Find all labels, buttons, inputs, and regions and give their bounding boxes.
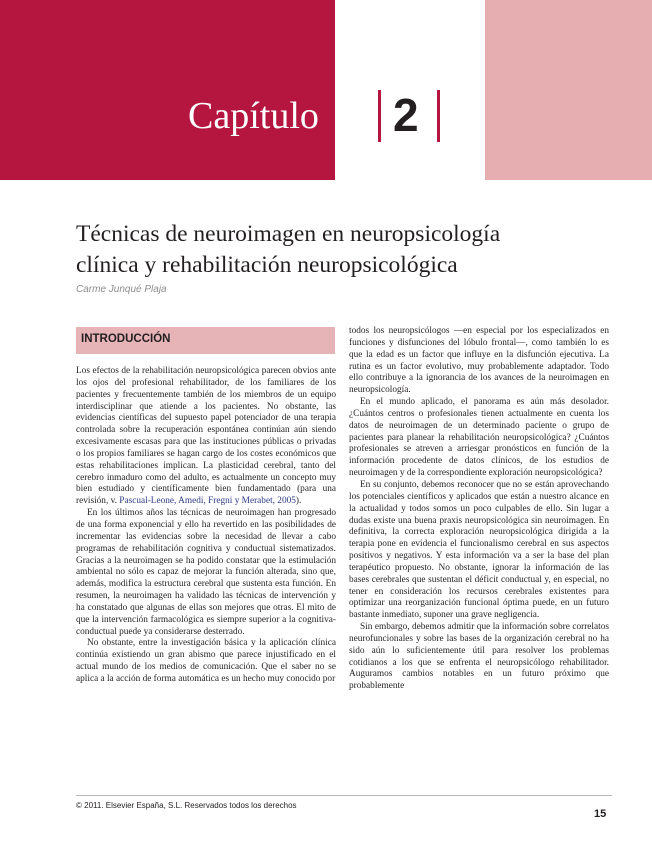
footer-rule — [76, 795, 612, 796]
paragraph — [76, 366, 336, 508]
chapter-word: Capítulo — [188, 95, 319, 137]
section-heading-box — [76, 327, 335, 354]
paragraph: No obstante, entre la investigación básica y la aplicación clínica continúa existiendo un gran abismo que parece injustificado en el actual mundo de los medios de comunicación. Que el saber no se aplica a la acción de forma automática es un hecho muy conocido por — [76, 638, 336, 684]
paragraph: Sin embargo, debemos admitir que la información sobre correlatos neurofuncionales y sobre las bases de la organización cerebral no ha sido aún lo suficientemente útil para resolver los problemas cotidianos a los que se enfrenta el neuropsicólogo rehabilitador. Auguramos cambios notables en un futuro próximo que probablemente — [349, 622, 609, 692]
chapter-bar-left — [378, 90, 381, 142]
chapter-banner-right — [485, 0, 652, 180]
chapter-title — [76, 219, 596, 281]
paragraph: todos los neuropsicólogos —en especial por los especializados en funciones y disfunciones del lóbulo frontal—, como también lo es que la edad es un factor que influye en la disfunción ejecutiva. La rutina es un factor evolutivo, muy probablemente adaptador. Todo ello contribuye a la ignorancia de los avances de la neuroimagen en neuropsicología. — [349, 326, 609, 396]
paragraph: En su conjunto, debemos reconocer que no se están aprovechando los potenciales científicos y aplicados que están a nuestro alcance en la actualidad y todos somos un poco culpables de ello. Sin lugar a dudas existe una buena praxis neuropsicológica sin neuroimagen. En definitiva, la correcta exploración neuropsicológica dirigida a la terapia pone en evidencia el funcionalismo cerebral en sus aspectos positivos y negativos. Y esta información va a ser la base del plan terapéutico propuesto. No obstante, ignorar la información de las bases cerebrales que sustentan el déficit conductual y, en especial, no tener en consideración los recursos cerebrales existentes para optimizar una reorganización funcional óptima puede, en un futuro bastante inmediato, suponer una grave negligencia. — [349, 479, 609, 621]
chapter-title-line1: Técnicas de neuroimagen en neuropsicología — [76, 221, 501, 247]
copyright-notice: © 2011. Elsevier España, S.L. Reservados todos los derechos — [76, 801, 297, 810]
section-heading: INTRODUCCIÓN — [81, 333, 171, 345]
chapter-bar-right — [437, 90, 440, 142]
chapter-banner-left — [0, 0, 335, 180]
left-column — [76, 366, 336, 686]
chapter-number: 2 — [393, 89, 419, 141]
paragraph-text-end: ). — [295, 496, 302, 507]
right-column — [349, 326, 609, 693]
author-name: Carme Junqué Plaja — [76, 284, 167, 295]
page-number: 15 — [594, 808, 607, 820]
paragraph: En el mundo aplicado, el panorama es aún más desolador. ¿Cuántos centros o profesionales tienen actualmente en cuenta los datos de neuroimagen de un determinado paciente o grupo de pacientes para planear la rehabilitación neuropsicológica? ¿Cuántos profesionales se atreven a arriesgar pronósticos en función de la información procedente de datos clínicos, de los estudios de neuroimagen y de la correspondiente exploración neuropsicológica? — [349, 397, 609, 479]
paragraph-text: Los efectos de la rehabilitación neuropsicológica parecen obvios ante los ojos del profesional rehabilitador, de los familiares de los pacientes y frecuentemente también de los miembros de un equipo interdisciplinar que atiende a los pacientes. No obstante, las evidencias científicas del supuesto papel potenciador de una terapia controlada sobre la recuperación espontánea continúan aún siendo excesivamente escasas para que las instituciones públicas o privadas o los propios familiares se hagan cargo de los costes económicos que estas rehabilitaciones implican. La plasticidad cerebral, tanto del cerebro inmaduro como del adulto, es actualmente un concepto muy bien estudiado y científicamente bien fundamentado (para una revisión, v. — [76, 366, 336, 507]
paragraph: En los últimos años las técnicas de neuroimagen han progresado de una forma exponencial y ello ha revertido en las posibilidades de incrementar las evidencias sobre la necesidad de llevar a cabo programas de rehabilitación cognitiva y conductual sistematizados. Gracias a la neuroimagen se ha podido constatar que la estimulación ambiental no sólo es capaz de mejorar la función alterada, sino que, además, modifica la estructura cerebral que sustenta esta función. En resumen, la neuroimagen ha validado las técnicas de intervención y ha constatado que algunas de ellas son mejores que otras. El mito de que la intervención farmacológica es siempre superior a la cognitiva-conductual puede ya considerarse desterrado. — [76, 508, 336, 637]
citation-link[interactable]: Pascual-Leone, Amedi, Fregni y Merabet, 2005 — [119, 496, 296, 507]
chapter-title-line2: clínica y rehabilitación neuropsicológica — [76, 252, 458, 278]
